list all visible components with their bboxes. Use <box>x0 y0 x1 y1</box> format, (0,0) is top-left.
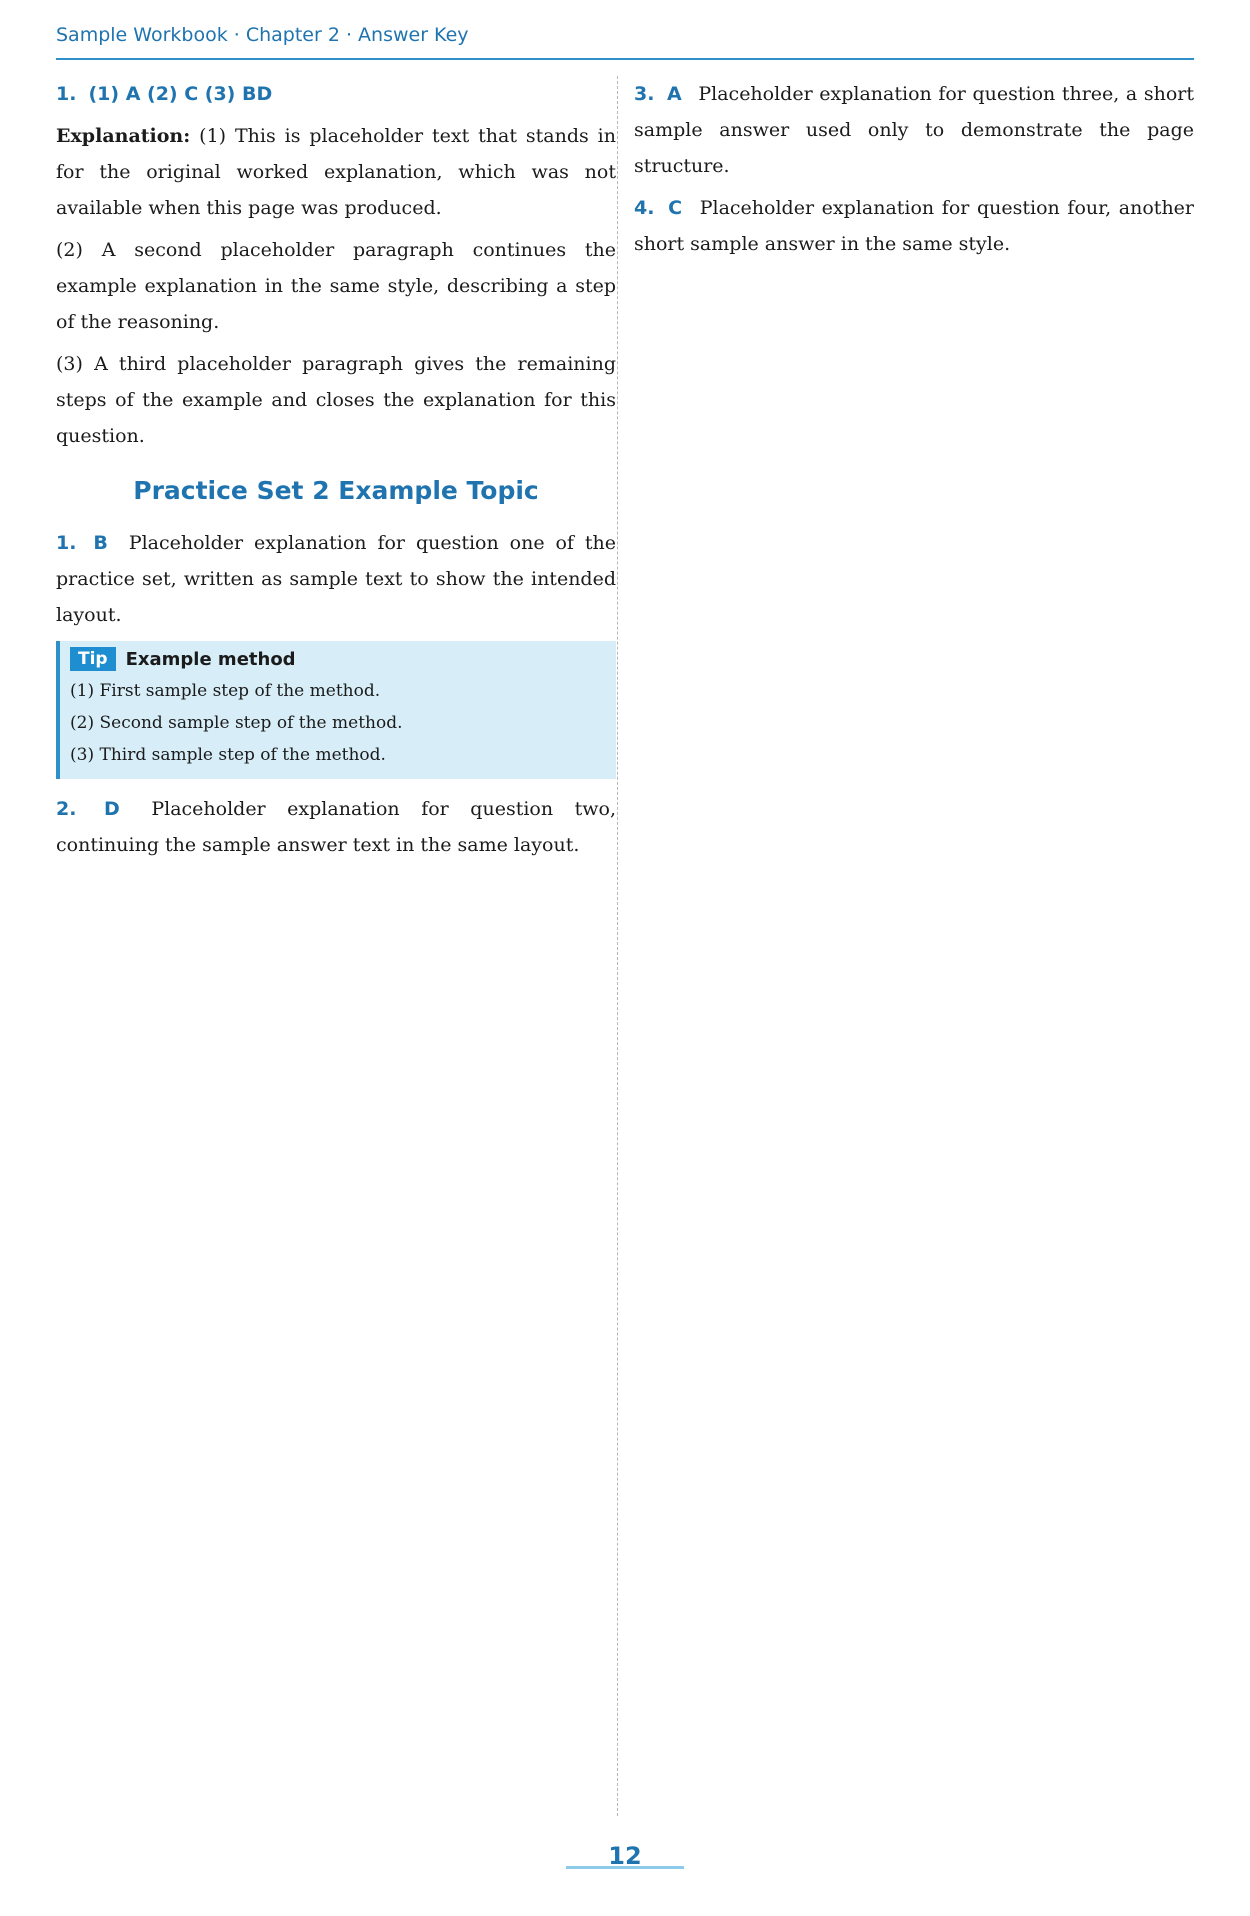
question-answer: (1) A (2) C (3) BD <box>88 83 273 105</box>
header-title: Sample Workbook · Chapter 2 · Answer Key <box>56 24 469 46</box>
tip-header <box>70 647 606 671</box>
question-answer: A <box>667 83 682 105</box>
right-column <box>634 76 1194 268</box>
page-header <box>56 20 1194 60</box>
explanation-label: Explanation: <box>56 125 191 147</box>
tip-title: Example method <box>125 648 296 670</box>
column-divider <box>617 76 618 1816</box>
question-text: Placeholder explanation for question three, a short sample answer used only to demonstrate the page structure. <box>634 83 1194 177</box>
question-4 <box>634 190 1194 262</box>
question-text: Placeholder explanation for question one of the practice set, written as sample text to show the intended layout. <box>56 532 617 626</box>
question-number: 4. <box>634 197 655 219</box>
question-text: Placeholder explanation for question four, another short sample answer in the same style. <box>634 197 1195 255</box>
question-text: Placeholder explanation for question two, continuing the sample answer text in the same layout. <box>56 798 616 856</box>
page-number: 12 <box>560 1836 690 1876</box>
tip-tag: Tip <box>70 647 116 671</box>
question-number: 1. <box>56 532 77 554</box>
explanation-text: (1) This is placeholder text that stands in for the original worked explanation, which was not available when this page was produced. <box>56 125 616 219</box>
question-1 <box>56 525 616 633</box>
explanation-paragraph: (2) A second placeholder paragraph continues the example explanation in the same style, describing a step of the reasoning. <box>56 239 616 333</box>
question-number: 3. <box>634 83 655 105</box>
explanation-paragraph: (3) A third placeholder paragraph gives the remaining steps of the example and closes the explanation for this question. <box>56 353 616 447</box>
method-tip-box <box>56 641 616 779</box>
question-number: 1. <box>56 83 77 105</box>
tip-item: (2) Second sample step of the method. <box>70 713 403 733</box>
answer-line <box>56 76 616 112</box>
tip-item: (1) First sample step of the method. <box>70 681 381 701</box>
question-answer: B <box>93 532 108 554</box>
question-number: 2. <box>56 798 77 820</box>
tip-item: (3) Third sample step of the method. <box>70 745 386 765</box>
section-title: Practice Set 2 Example Topic <box>133 476 539 505</box>
question-answer: D <box>104 798 120 820</box>
question-2 <box>56 791 616 863</box>
question-answer: C <box>668 197 683 219</box>
question-3 <box>634 76 1194 184</box>
left-column <box>56 76 616 869</box>
explanation-paragraph <box>56 118 616 226</box>
